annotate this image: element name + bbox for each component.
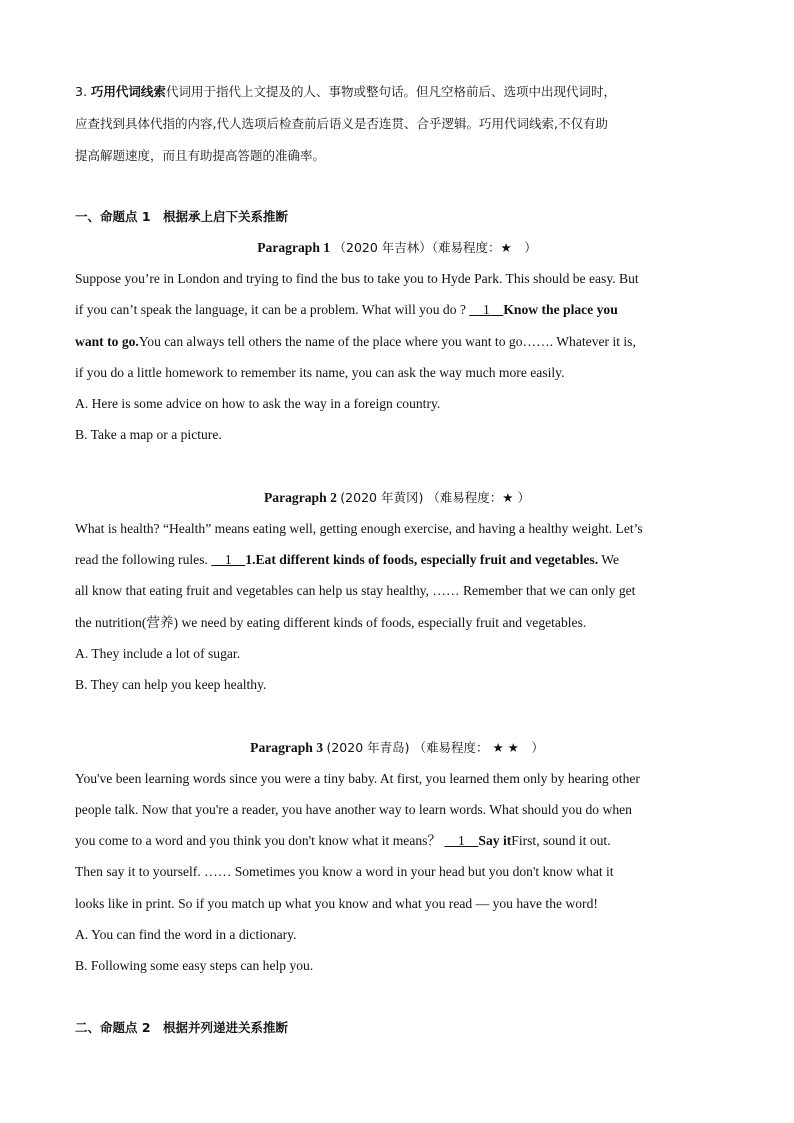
p2-line2-text: read the following rules. [75, 552, 208, 567]
p1-title-bold: Paragraph 1 [257, 240, 331, 255]
p1-option-a: A. Here is some advice on how to ask the way in a foreign country. [75, 396, 441, 411]
p3-line3-bold: Say it [478, 833, 512, 848]
intro-line1-text: 代词用于指代上文提及的人、事物或整句话。但凡空格前后、选项中出现代词时， [165, 84, 616, 99]
p3-line-2: people talk. Now that you're a reader, you have another way to learn words. What should you do when [75, 802, 632, 817]
p2-title [0, 489, 794, 507]
p1-line-1: Suppose you’re in London and trying to find the bus to take you to Hyde Park. This should be easy. But [75, 271, 639, 286]
p1-line-2 [75, 301, 618, 319]
p2-title-bold: Paragraph 2 [264, 490, 337, 505]
p2-option-b: B. They can help you keep healthy. [75, 677, 267, 692]
p1-line3-bold: want to go. [75, 334, 139, 349]
p3-line-5: looks like in print. So if you match up what you know and what you read — you have the word! [75, 896, 598, 911]
p2-line2-end: We [601, 552, 620, 567]
p2-line2-bold: 1.Eat different kinds of foods, especially fruit and vegetables. [245, 552, 599, 567]
p2-line-1: What is health? “Health” means eating well, getting enough exercise, and having a healthy weight. Let’s [75, 521, 643, 536]
p3-blank: 1 [444, 833, 479, 848]
p1-option-b: B. Take a map or a picture. [75, 427, 222, 442]
p2-blank: 1 [211, 552, 246, 567]
p2-option-a: A. They include a lot of sugar. [75, 646, 241, 661]
p1-title-meta: （2020 年吉林）（难易程度：★ ） [333, 240, 537, 255]
p1-line3-text: You can always tell others the name of the place where you want to go……. Whatever it is, [138, 334, 636, 349]
p2-line-4: the nutrition(营养) we need by eating different kinds of foods, especially fruit and vegetables. [75, 615, 587, 630]
intro-line-2: 应查找到具体代指的内容,代人选项后检查前后语义是否连贯、合乎逻辑。巧用代词线索,不仅有助 [75, 116, 608, 131]
p3-title-bold: Paragraph 3 [250, 740, 324, 755]
p3-line-1: You've been learning words since you were a tiny baby. At first, you learned them only by hearing other [75, 771, 640, 786]
p3-title [0, 739, 794, 757]
p3-line-3 [75, 832, 611, 850]
intro-line-3: 提高解题速度，而且有助提高答题的准确率。 [75, 148, 326, 163]
intro-line-1 [75, 83, 616, 101]
p1-title [0, 239, 794, 257]
p3-title-meta: (2020 年青岛) （难易程度： ★ ★ ） [326, 740, 544, 755]
p3-line3-rest: First, sound it out. [511, 833, 611, 848]
p2-line-3: all know that eating fruit and vegetables can help us stay healthy, …… Remember that we can only get [75, 583, 636, 598]
p2-line-2 [75, 551, 619, 569]
intro-number: 3. [75, 84, 87, 99]
section2-heading: 二、命题点 2 根据并列递进关系推断 [75, 1020, 289, 1035]
p2-title-meta: (2020 年黄冈) （难易程度：★ ） [340, 490, 530, 505]
p1-line2-bold: Know the place you [503, 302, 618, 317]
section1-heading: 一、命题点 1 根据承上启下关系推断 [75, 209, 289, 224]
p3-option-a: A. You can find the word in a dictionary. [75, 927, 297, 942]
p3-line3-text: you come to a word and you think you don't know what it means？ [75, 833, 442, 848]
p3-line-4: Then say it to yourself. …… Sometimes you know a word in your head but you don't know what it [75, 864, 614, 879]
p1-line-3 [75, 333, 636, 351]
p1-line-4: if you do a little homework to remember its name, you can ask the way much more easily. [75, 365, 565, 380]
p1-blank: 1 [469, 302, 504, 317]
p3-option-b: B. Following some easy steps can help you. [75, 958, 314, 973]
intro-bold-title: 巧用代词线索 [90, 84, 166, 99]
p1-line2-text: if you can’t speak the language, it can be a problem. What will you do ? [75, 302, 466, 317]
